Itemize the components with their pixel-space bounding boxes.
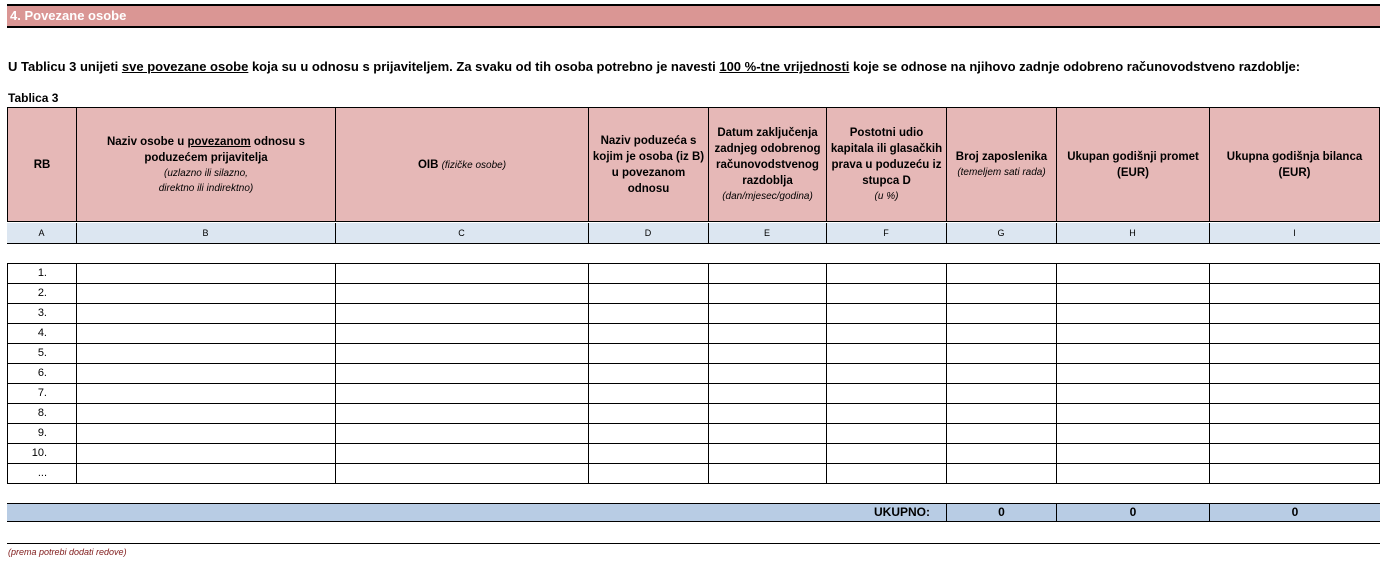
header-rb-label: RB (33, 158, 51, 171)
letters-divider (1209, 223, 1210, 243)
grid-line (7, 403, 1380, 404)
header-i-label: Ukupna godišnja bilanca (EUR) (1226, 150, 1363, 179)
letter-b: B (202, 228, 209, 238)
intro-underline-1: sve povezane osobe (121, 59, 249, 74)
letters-divider (1056, 223, 1057, 243)
grid-line (7, 363, 1380, 364)
grid-column-line (76, 263, 77, 484)
letters-divider (946, 223, 947, 243)
row-number: 2. (37, 287, 47, 299)
grid-line (7, 483, 1380, 484)
header-h (1056, 107, 1210, 222)
header-b-note-1: (uzlazno ili silazno, (164, 167, 248, 179)
header-d (588, 107, 709, 222)
row-number: 3. (37, 307, 47, 319)
intro-part-3: koje se odnose na njihovo zadnje odobreno računovodstveno razdoblje: (849, 59, 1301, 74)
grid-column-line (708, 263, 709, 484)
table-label: Tablica 3 (8, 91, 59, 105)
letter-h: H (1129, 228, 1136, 238)
header-g-label: Broj zaposlenika (955, 151, 1048, 163)
grid-line (7, 323, 1380, 324)
row-number: ... (37, 467, 47, 479)
header-c-note: (fizičke osobe) (441, 159, 507, 171)
grid-line (7, 343, 1380, 344)
header-b-note-2: direktno ili indirektno) (158, 182, 254, 194)
grid-column-line (335, 263, 336, 484)
total-employees-value: 0 (998, 505, 1005, 519)
total-turnover-value: 0 (1129, 505, 1137, 519)
intro-part-1: U Tablicu 3 unijeti (8, 59, 122, 74)
letters-divider (708, 223, 709, 243)
letter-i: I (1293, 228, 1296, 238)
header-b-text-2: odnosu s (250, 135, 306, 148)
letter-d: D (644, 228, 652, 238)
row-number: 10. (31, 447, 47, 459)
row-number: 6. (37, 367, 47, 379)
grid-line (7, 263, 1380, 264)
grid-line (7, 443, 1380, 444)
grid-line (7, 303, 1380, 304)
header-g-note: (temeljem sati rada) (957, 167, 1046, 178)
header-f-note: (u %) (874, 191, 899, 202)
row-number: 4. (37, 327, 47, 339)
header-b-text-1: Naziv osobe u (106, 135, 188, 148)
grid-column-line (1056, 263, 1057, 484)
grid-column-line (1209, 263, 1210, 484)
total-label: UKUPNO: (874, 505, 930, 519)
header-e (708, 107, 827, 222)
header-h-label: Ukupan godišnji promet (EUR) (1067, 150, 1199, 179)
header-e-label: Datum zaključenja zadnjeg odobrenog računovodstvenog razdoblja (714, 127, 821, 187)
header-b (76, 107, 336, 222)
grid-column-line (588, 263, 589, 484)
letter-c: C (458, 228, 465, 238)
section-header (7, 6, 1380, 28)
letters-divider (76, 223, 77, 243)
letter-f: F (883, 228, 889, 238)
row-number: 7. (37, 387, 47, 399)
letter-g: G (997, 228, 1005, 238)
section-title: 4. Povezane osobe (10, 8, 127, 23)
grid-line (7, 423, 1380, 424)
column-letters-row (7, 223, 1380, 244)
letters-divider (826, 223, 827, 243)
intro-part-2: koja su u odnosu s prijaviteljem. Za svaku od tih osoba potrebno je navesti (248, 59, 720, 74)
grid-line (7, 463, 1380, 464)
header-d-label: Naziv poduzeća s kojim je osoba (iz B) u povezanom odnosu (592, 134, 705, 195)
row-number: 5. (37, 347, 47, 359)
header-e-note: (dan/mjesec/godina) (722, 191, 813, 202)
header-f-label: Postotni udio kapitala ili glasačkih prava u poduzeću iz stupca D (830, 127, 943, 187)
intro-text (8, 59, 1300, 74)
letter-e: E (763, 228, 770, 238)
grid-column-line (1379, 263, 1380, 484)
header-rb (7, 107, 77, 222)
header-f (826, 107, 947, 222)
header-b-underline: povezanom (187, 135, 251, 148)
row-number: 8. (37, 407, 47, 419)
header-c-label: OIB (417, 158, 442, 171)
total-row (7, 503, 1380, 522)
row-number: 1. (37, 267, 47, 279)
footnote: (prema potrebi dodati redove) (8, 547, 127, 557)
letters-divider (588, 223, 589, 243)
header-b-line-2: poduzećem prijavitelja (144, 151, 268, 164)
grid-line (7, 383, 1380, 384)
header-i (1209, 107, 1380, 222)
header-c (335, 107, 589, 222)
letter-a: A (38, 228, 45, 238)
grid-column-line (946, 263, 947, 484)
grid-line (7, 283, 1380, 284)
header-g (946, 107, 1057, 222)
row-number: 9. (37, 427, 47, 439)
intro-underline-2: 100 %-tne vrijednosti (719, 59, 850, 74)
grid-column-line (826, 263, 827, 484)
total-balance-value: 0 (1291, 505, 1299, 519)
letters-divider (335, 223, 336, 243)
bottom-rule (7, 543, 1380, 544)
